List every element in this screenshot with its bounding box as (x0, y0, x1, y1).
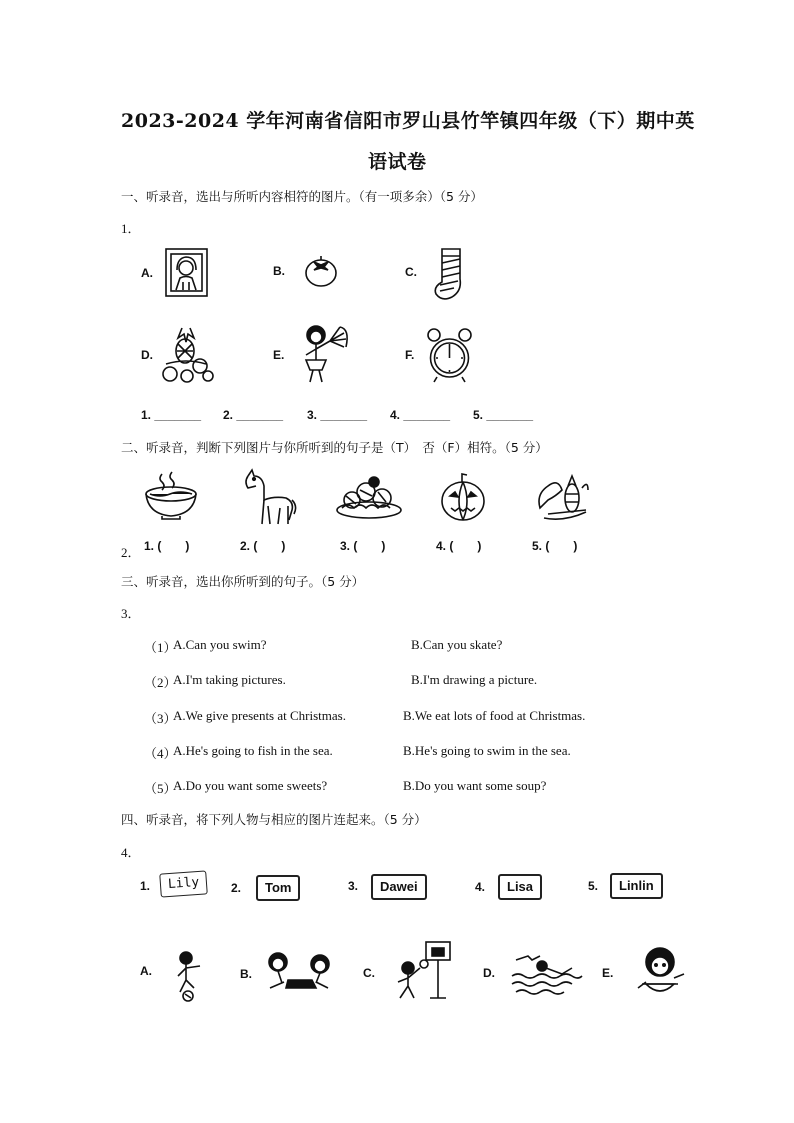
sentence-item-4-option-a[interactable]: A.He's going to fish in the sea. (173, 743, 333, 758)
basketball-boy-icon (386, 940, 462, 1002)
picture-label-b: B. (240, 967, 252, 981)
answer-blank-2[interactable]: 2. _______ (223, 408, 284, 422)
vegetables-icon (534, 472, 590, 522)
tf-answer-2[interactable]: 2. ( ) (240, 539, 286, 553)
sentence-item-1-number: （1） (144, 640, 177, 655)
section4-heading: 四、听录音，将下列人物与相应的图片连起来。（5 分） (121, 812, 427, 827)
picture-label-e: E. (602, 966, 614, 980)
answer-blank-3[interactable]: 3. _______ (307, 408, 368, 422)
option-a-label: A. (141, 266, 153, 280)
fruit-basket-icon (160, 326, 216, 384)
question-number-4: 4． (121, 845, 141, 860)
sentence-item-2-option-b[interactable]: B.I'm drawing a picture. (411, 672, 538, 687)
name-number-1: 1. (140, 879, 151, 893)
name-number-2: 2. (231, 881, 242, 895)
horse-icon (244, 468, 296, 528)
football-boy-icon (172, 950, 208, 1002)
section1-heading: 一、听录音，选出与所听内容相符的图片。（有一项多余）（5 分） (121, 189, 483, 204)
picture-label-d: D. (483, 966, 495, 980)
answer-blank-1[interactable]: 1. _______ (141, 408, 202, 422)
name-card-linlin[interactable]: Linlin (610, 873, 663, 899)
name-card-lisa[interactable]: Lisa (498, 874, 542, 900)
dancing-girl-with-fan-icon (298, 323, 358, 385)
picture-label-c: C. (363, 966, 375, 980)
answer-blank-5[interactable]: 5. _______ (473, 408, 534, 422)
sentence-item-5-option-b[interactable]: B.Do you want some soup? (403, 778, 547, 793)
christmas-stocking-icon (432, 247, 468, 301)
sentence-item-5-option-a[interactable]: A.Do you want some sweets? (173, 778, 328, 793)
swimmer-icon (508, 950, 584, 996)
name-card-dawei[interactable]: Dawei (371, 874, 427, 900)
children-drawing-icon (266, 950, 336, 992)
sentence-item-1-option-b[interactable]: B.Can you skate? (411, 637, 503, 652)
picture-label-a: A. (140, 964, 152, 978)
food-platter-icon (334, 474, 404, 522)
sentence-item-4-option-b[interactable]: B.He's going to swim in the sea. (403, 743, 571, 758)
framed-photo-icon (165, 248, 209, 298)
section3-heading: 三、听录音，选出你所听到的句子。（5 分） (121, 574, 365, 589)
sentence-item-1-option-a[interactable]: A.Can you swim? (173, 637, 267, 652)
sentence-item-3-option-a[interactable]: A.We give presents at Christmas. (173, 708, 346, 723)
tf-answer-5[interactable]: 5. ( ) (532, 539, 578, 553)
sentence-item-4-number: （4） (144, 746, 177, 761)
alarm-clock-icon (427, 328, 473, 384)
option-e-label: E. (273, 348, 285, 362)
tf-answer-3[interactable]: 3. ( ) (340, 539, 386, 553)
sentence-item-2-number: （2） (144, 675, 177, 690)
question-number-1: 1． (121, 221, 141, 236)
option-f-label: F. (405, 348, 415, 362)
tf-answer-4[interactable]: 4. ( ) (436, 539, 482, 553)
page-title: 2023-2024 学年河南省信阳市罗山县竹竿镇四年级（下）期中英 (121, 110, 695, 132)
option-b-label: B. (273, 264, 285, 278)
eating-girl-icon (632, 944, 688, 1000)
option-c-label: C. (405, 265, 417, 279)
name-card-lily[interactable]: Lily (159, 870, 208, 897)
name-number-5: 5. (588, 879, 599, 893)
name-card-tom[interactable]: Tom (256, 875, 300, 901)
option-d-label: D. (141, 348, 153, 362)
tomato-icon (304, 254, 340, 288)
sentence-item-5-number: （5） (144, 781, 177, 796)
sentence-item-3-number: （3） (144, 711, 177, 726)
tf-answer-1[interactable]: 1. ( ) (144, 539, 190, 553)
soup-bowl-icon (144, 472, 200, 520)
sentence-item-3-option-b[interactable]: B.We eat lots of food at Christmas. (403, 708, 586, 723)
page-title-line2: 语试卷 (368, 151, 427, 173)
name-number-3: 3. (348, 879, 359, 893)
pumpkin-lantern-icon (440, 472, 486, 522)
section2-heading: 二、听录音，判断下列图片与你所听到的句子是（T） 否（F）相符。（5 分） (121, 440, 548, 455)
name-number-4: 4. (475, 880, 486, 894)
question-number-2: 2． (121, 545, 141, 560)
question-number-3: 3． (121, 606, 141, 621)
sentence-item-2-option-a[interactable]: A.I'm taking pictures. (173, 672, 286, 687)
answer-blank-4[interactable]: 4. _______ (390, 408, 451, 422)
